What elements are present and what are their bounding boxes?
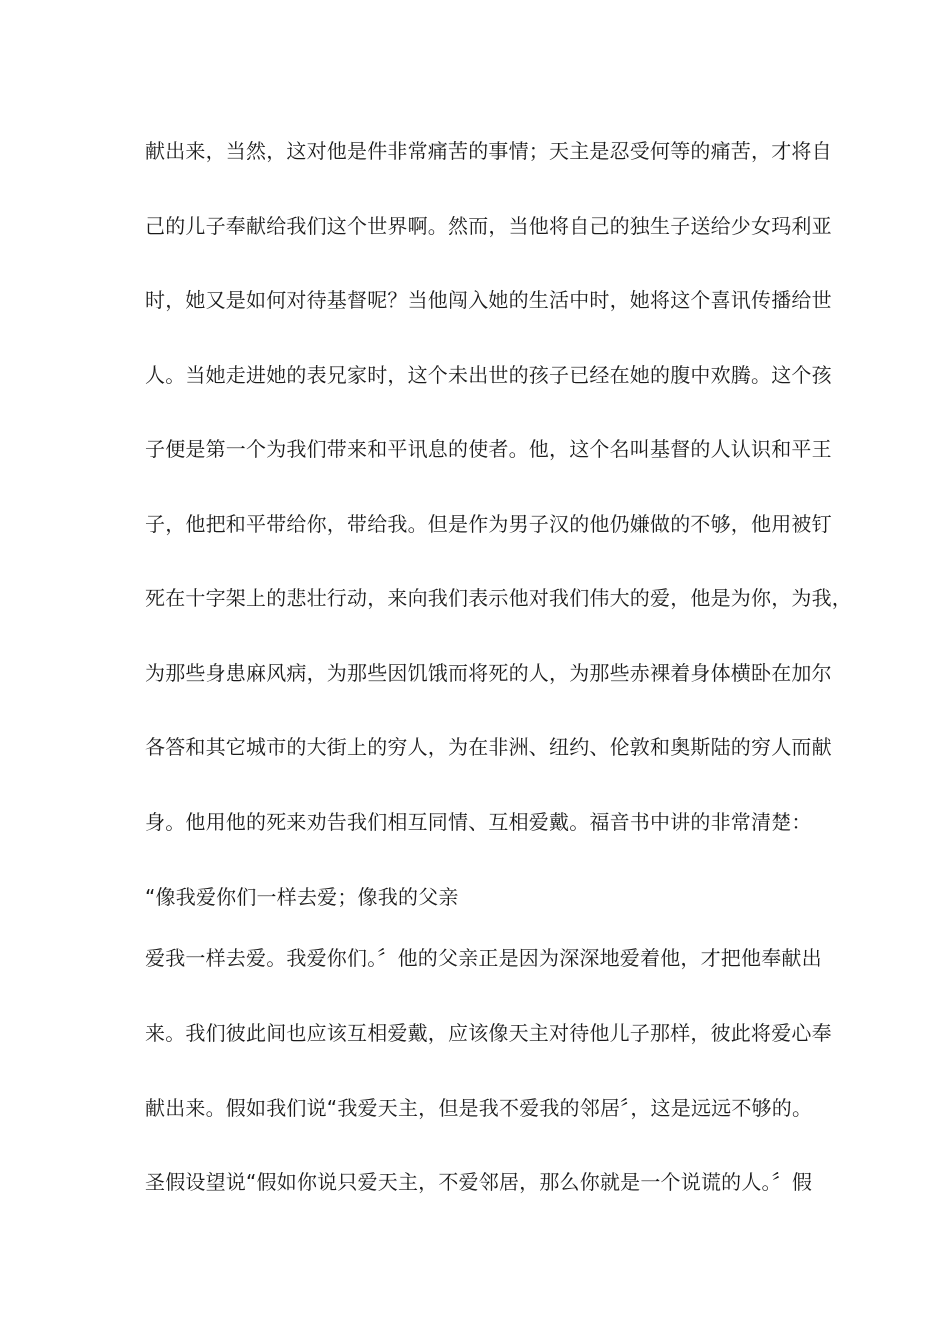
paragraph-line: 来。我们彼此间也应该互相爱戴，应该像天主对待他儿子那样，彼此将爱心奉 — [145, 1021, 832, 1045]
paragraph-line: 为那些身患麻风病，为那些因饥饿而将死的人，为那些赤裸着身体横卧在加尔 — [145, 661, 832, 685]
paragraph-line: 人。当她走进她的表兄家时，这个未出世的孩子已经在她的腹中欢腾。这个孩 — [145, 363, 832, 387]
paragraph-line: 己的儿子奉献给我们这个世界啊。然而，当他将自己的独生子送给少女玛利亚 — [145, 214, 832, 238]
paragraph-line: 献出来，当然，这对他是件非常痛苦的事情；天主是忍受何等的痛苦，才将自 — [145, 139, 832, 163]
paragraph-line: 圣假设望说“假如你说只爱天主，不爱邻居，那么你就是一个说谎的人。〞假 — [145, 1170, 813, 1194]
paragraph-line: 献出来。假如我们说“我爱天主，但是我不爱我的邻居〞，这是远远不够的。 — [145, 1096, 813, 1120]
paragraph-line: 时，她又是如何对待基督呢？当他闯入她的生活中时，她将这个喜讯传播给世 — [145, 288, 832, 312]
paragraph-line: 子便是第一个为我们带来和平讯息的使者。他，这个名叫基督的人认识和平王 — [145, 437, 832, 461]
paragraph-line: 子，他把和平带给你，带给我。但是作为男子汉的他仍嫌做的不够，他用被钉 — [145, 512, 832, 536]
quote-line: “像我爱你们一样去爱；像我的父亲 — [145, 885, 459, 909]
paragraph-line: 死在十字架上的悲壮行动，来向我们表示他对我们伟大的爱，他是为你，为我， — [145, 586, 852, 610]
paragraph-line: 身。他用他的死来劝告我们相互同情、互相爱戴。福音书中讲的非常清楚： — [145, 810, 812, 834]
paragraph-line: 爱我一样去爱。我爱你们。〞他的父亲正是因为深深地爱着他，才把他奉献出 — [145, 946, 822, 970]
paragraph-line: 各答和其它城市的大街上的穷人，为在非洲、纽约、伦敦和奥斯陆的穷人而献 — [145, 735, 832, 759]
